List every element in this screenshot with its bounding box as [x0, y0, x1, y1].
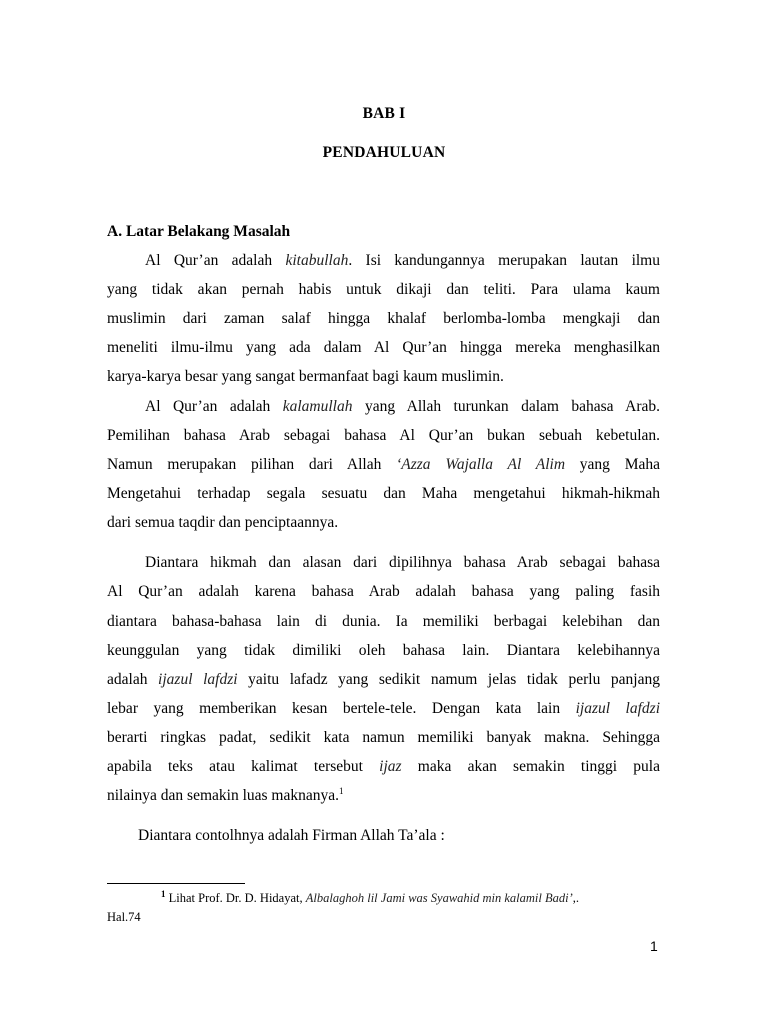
footnote	[107, 889, 677, 927]
footnote-line: $^1$ Lihat Prof. Dr. D. Hidayat, Albalaghoh lil Jami was Syawahid min kalamil Badi’,.	[161, 888, 580, 905]
footnote-reference[interactable]: 1	[339, 785, 344, 796]
paragraph-2-line: Namun merupakan pilihan dari Allah ‘Azza Wajalla Al Alim yang Maha	[107, 456, 661, 473]
paragraph-3-line: keunggulan yang tidak dimiliki oleh bahasa lain. Diantara kelebihannya	[107, 642, 660, 659]
paragraph-1-line: Al Qur’an adalah kitabullah. Isi kandungannya merupakan lautan ilmu	[145, 252, 660, 269]
paragraph-2-line: dari semua taqdir dan penciptaannya.	[107, 514, 339, 531]
paragraph-2-line: Al Qur’an adalah kalamullah yang Allah turunkan dalam bahasa Arab.	[145, 398, 661, 415]
paragraph-1-line: karya-karya besar yang sangat bermanfaat bagi kaum muslimin.	[107, 368, 504, 385]
paragraph-3-line: adalah ijazul lafdzi yaitu lafadz yang sedikit namum jelas tidak perlu panjang	[107, 671, 660, 688]
footnote-separator	[107, 883, 245, 884]
paragraph-2-line: Pemilihan bahasa Arab sebagai bahasa Al Qur’an bukan sebuah kebetulan.	[107, 427, 660, 444]
section-title: A. Latar Belakang Masalah	[107, 223, 291, 240]
paragraph-3-line: Al Qur’an adalah karena bahasa Arab adalah bahasa yang paling fasih	[107, 583, 660, 600]
paragraph-3-line: lebar yang memberikan kesan bertele-tele. Dengan kata lain ijazul lafdzi	[107, 700, 660, 717]
paragraph-1-line: muslimin dari zaman salaf hingga khalaf berlomba-lomba mengkaji dan	[107, 310, 660, 327]
paragraph-2-line: Mengetahui terhadap segala sesuatu dan Maha mengetahui hikmah-hikmah	[107, 485, 660, 502]
paragraph-4-line: Diantara contolhnya adalah Firman Allah Ta’ala :	[138, 827, 445, 844]
paragraph-3-line: Diantara hikmah dan alasan dari dipilihnya bahasa Arab sebagai bahasa	[145, 554, 660, 571]
paragraph-3-line: berarti ringkas padat, sedikit kata namun memiliki banyak makna. Sehingga	[107, 729, 660, 746]
paragraph-1-line: yang tidak akan pernah habis untuk dikaji dan teliti. Para ulama kaum	[107, 281, 660, 298]
footnote-line: Hal.74	[107, 910, 141, 924]
paragraph-1-line: meneliti ilmu-ilmu yang ada dalam Al Qur’an hingga mereka menghasilkan	[107, 339, 660, 356]
paragraph-3-line: diantara bahasa-bahasa lain di dunia. Ia memiliki berbagai kelebihan dan	[107, 613, 660, 630]
chapter-heading: BAB I	[362, 105, 406, 122]
paragraph-3-line: apabila teks atau kalimat tersebut ijaz maka akan semakin tinggi pula	[107, 758, 660, 775]
paragraph-3-line: nilainya dan semakin luas maknanya.$^1$	[107, 785, 344, 804]
chapter-title: PENDAHULUAN	[322, 144, 446, 161]
footnote-number: 1	[161, 888, 166, 899]
page-number: 1	[650, 938, 658, 954]
